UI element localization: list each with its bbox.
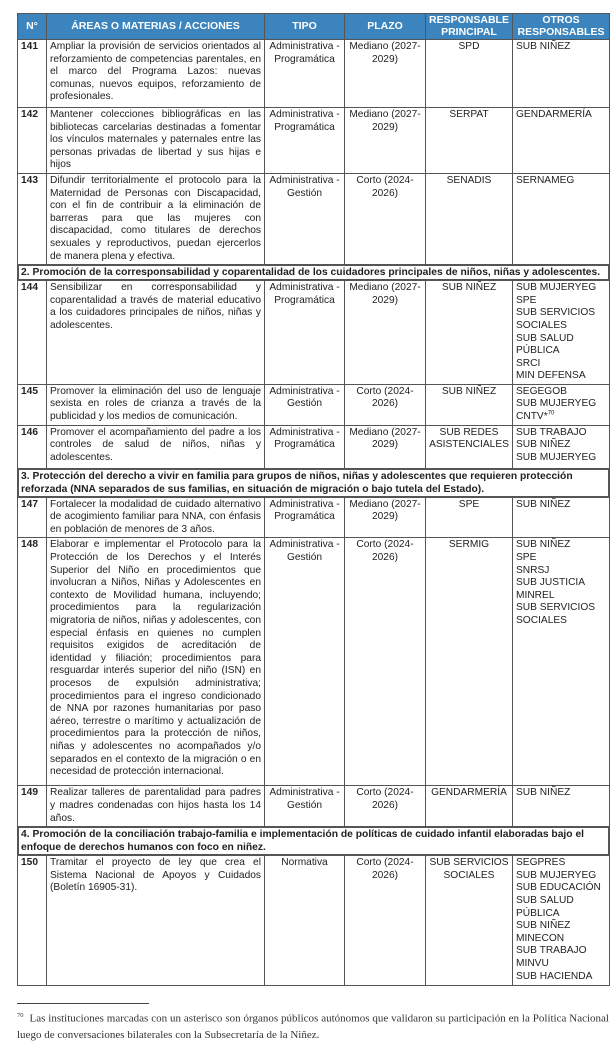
otros-item: SPE: [516, 294, 537, 306]
header-otros: OTROS RESPONSABLES: [513, 14, 610, 40]
otros-item: SUB MUJERYEG: [516, 282, 597, 294]
otros-item: SUB NIÑEZ: [516, 439, 571, 451]
row-responsable: SUB NIÑEZ: [426, 281, 513, 385]
table-row: [18, 497, 610, 538]
otros-item: SUB SALUD: [516, 895, 574, 906]
row-tipo: Administrativa - Gestión: [265, 173, 345, 264]
otros-item: SUB SERVICIOS: [516, 602, 596, 614]
otros-item: SUB SALUD: [516, 332, 574, 344]
otros-item: MINVU: [516, 957, 549, 969]
otros-item: CNTV*: [516, 411, 548, 423]
row-otros: [513, 786, 610, 827]
otros-item: SUB NIÑEZ: [516, 787, 571, 799]
table-row: [18, 425, 610, 468]
row-responsable: SUB SERVICIOS SOCIALES: [426, 856, 513, 986]
row-responsable: SENADIS: [426, 173, 513, 264]
row-otros: [513, 281, 610, 385]
row-plazo: Corto (2024-2026): [345, 856, 426, 986]
row-action: Promover la eliminación del uso de lenguaje sexista en roles de crianza a través de la publicidad y los medios de comunicación.: [47, 384, 265, 425]
row-tipo: Normativa: [265, 856, 345, 986]
otros-item: GENDARMERÍA: [516, 109, 592, 120]
row-number: 141: [18, 40, 47, 108]
row-action: Tramitar el proyecto de ley que crea el Sistema Nacional de Apoyos y Cuidados (Boletín 16905-31).: [47, 856, 265, 986]
row-plazo: Corto (2024-2026): [345, 538, 426, 786]
header-area: ÁREAS O MATERIAS / ACCIONES: [47, 14, 265, 40]
row-otros: [513, 497, 610, 538]
row-tipo: Administrativa - Gestión: [265, 538, 345, 786]
section-heading-4: 4. Promoción de la conciliación trabajo-familia e implementación de políticas de cuidado infantil elaboradas bajo el enfoque de derechos humanos con foco en niñez.: [18, 827, 610, 856]
footnote-text: Las instituciones marcadas con un asterisco son órganos públicos autónomos que validaron su participación en la Política Nacional luego de conversaciones bilaterales con la Subsecretaría de la Niñez.: [17, 1012, 609, 1041]
otros-item: SEGEGOB: [516, 385, 567, 397]
otros-item: SUB JUSTICIA: [516, 577, 586, 589]
table-row: [18, 786, 610, 827]
otros-item: SEGPRES: [516, 857, 566, 869]
otros-item: SRCI: [516, 357, 541, 369]
row-number: 142: [18, 108, 47, 174]
row-action: Fortalecer la modalidad de cuidado alternativo de acogimiento familiar para NNA, con énfasis en población de menores de 3 años.: [47, 497, 265, 538]
row-responsable: SERPAT: [426, 108, 513, 174]
table-row: [18, 856, 610, 986]
table-header-row: [18, 14, 610, 40]
row-action: Ampliar la provisión de servicios orientados al reforzamiento de competencias parentales, en el marco del Programa Lazos: nuevas comunas, nuevos equipos, reforzamiento de profesionales.: [47, 40, 265, 108]
footnote-mark: 70: [17, 1012, 24, 1019]
row-responsable: SPD: [426, 40, 513, 108]
otros-item: SOCIALES: [516, 615, 567, 626]
section-heading-2: 2. Promoción de la corresponsabilidad y coparentalidad de los cuidadores principales de niños, niñas y adolescentes.: [18, 265, 610, 281]
otros-item: SUB MUJERYEG: [516, 398, 597, 410]
row-plazo: Mediano (2027-2029): [345, 497, 426, 538]
row-tipo: Administrativa - Programática: [265, 108, 345, 174]
section-heading-row: [18, 827, 610, 856]
otros-item: SUB NIÑEZ: [516, 498, 571, 510]
footnote: [17, 1008, 609, 1043]
otros-item: PÚBLICA: [516, 345, 560, 357]
otros-item: MINREL: [516, 589, 555, 601]
row-action: Sensibilizar en corresponsabilidad y coparentalidad a través de material educativo a los cuidadores principales de niños, niñas y adolescentes.: [47, 281, 265, 385]
otros-item: SUB EDUCACIÓN: [516, 882, 601, 894]
row-action: Mantener colecciones bibliográficas en las bibliotecas carcelarias destinadas a fomentar los vínculos maternales y paternales entre las personas privadas de libertad y sus hijas e hijos: [47, 108, 265, 174]
otros-item: SUB MUJERYEG: [516, 869, 597, 881]
row-tipo: Administrativa - Gestión: [265, 786, 345, 827]
row-responsable: SUB NIÑEZ: [426, 384, 513, 425]
otros-item: SUB SERVICIOS: [516, 307, 596, 319]
row-number: 149: [18, 786, 47, 827]
header-responsable: RESPONSABLE PRINCIPAL: [426, 14, 513, 40]
row-responsable: GENDARMERÍA: [426, 786, 513, 827]
row-responsable: SERMIG: [426, 538, 513, 786]
section-heading-3: 3. Protección del derecho a vivir en familia para grupos de niños, niñas y adolescentes que requieren protección reforzada (NNA separados de sus familias, en situación de migración o bajo tutela del Estado).: [18, 468, 610, 497]
row-action: Elaborar e implementar el Protocolo para la Protección de los Derechos y el Interés Superior del Niño en procedimientos que involucran a Niños, Niñas y Adolescentes en contexto de Movilidad humana, incluyendo; procedimientos para la regularización migratoria de niños, niñas y adolescentes, con especial énfasis en quienes no cumplen requisitos exigidos de acreditación de identidad y filiación; procedimientos para resguardar interés superior del niño (ISN) en procesos de expulsión administrativa; procedimientos para el ingreso condicionado de NNA por razones humanitarias por paso aéreo, terrestre o marítimo y actualización de procedimientos para la protección de niños, niñas y adolescentes no acompañados y/o separados en el contexto de la migración o en necesidad de protección internacional.: [47, 538, 265, 786]
row-number: 145: [18, 384, 47, 425]
row-otros: [513, 425, 610, 468]
row-otros: [513, 173, 610, 264]
header-plazo: PLAZO: [345, 14, 426, 40]
row-plazo: Corto (2024-2026): [345, 786, 426, 827]
otros-item: SNRSJ: [516, 564, 550, 576]
otros-item: MINECON: [516, 932, 565, 944]
row-number: 144: [18, 281, 47, 385]
row-plazo: Corto (2024-2026): [345, 384, 426, 425]
row-responsable: SPE: [426, 497, 513, 538]
row-action: Difundir territorialmente el protocolo para la Maternidad de Personas con Discapacidad, con el fin de contribuir a la eliminación de barreras para que las mujeres con discapacidad, como titulares de derechos sexuales y reproductivos, puedan ejercerlos de manera plena y efectiva.: [47, 173, 265, 264]
row-action: Promover el acompañamiento del padre a los controles de salud de niños, niñas y adolescentes.: [47, 425, 265, 468]
row-plazo: Corto (2024-2026): [345, 173, 426, 264]
otros-item: SUB HACIENDA: [516, 970, 593, 982]
row-otros: [513, 384, 610, 425]
table-row: [18, 538, 610, 786]
table-row: [18, 281, 610, 385]
otros-item: SPE: [516, 552, 537, 564]
header-tipo: TIPO: [265, 14, 345, 40]
row-number: 147: [18, 497, 47, 538]
row-tipo: Administrativa - Programática: [265, 425, 345, 468]
row-tipo: Administrativa - Programática: [265, 40, 345, 108]
otros-item: SUB NIÑEZ: [516, 539, 571, 551]
table-row: [18, 108, 610, 174]
row-otros: [513, 40, 610, 108]
row-tipo: Administrativa - Gestión: [265, 384, 345, 425]
table-row: [18, 173, 610, 264]
otros-item: MIN DEFENSA: [516, 370, 586, 382]
otros-item: SUB TRABAJO: [516, 945, 587, 957]
actions-table: [17, 13, 610, 986]
row-tipo: Administrativa - Programática: [265, 497, 345, 538]
row-otros: [513, 538, 610, 786]
row-tipo: Administrativa - Programática: [265, 281, 345, 385]
row-number: 143: [18, 173, 47, 264]
row-plazo: Mediano (2027-2029): [345, 108, 426, 174]
otros-item: PÚBLICA: [516, 907, 560, 919]
row-plazo: Mediano (2027-2029): [345, 40, 426, 108]
table-row: [18, 384, 610, 425]
row-responsable: SUB REDES ASISTENCIALES: [426, 425, 513, 468]
row-plazo: Mediano (2027-2029): [345, 281, 426, 385]
otros-item: SUB TRABAJO: [516, 426, 587, 438]
row-number: 148: [18, 538, 47, 786]
otros-item: SUB NIÑEZ: [516, 41, 571, 52]
row-plazo: Mediano (2027-2029): [345, 425, 426, 468]
otros-item: SOCIALES: [516, 319, 567, 331]
row-number: 150: [18, 856, 47, 986]
footnote-divider: [17, 1003, 149, 1004]
row-otros: [513, 108, 610, 174]
otros-item: SUB MUJERYEG: [516, 451, 597, 463]
row-action: Realizar talleres de parentalidad para padres y madres condenadas con hijos hasta los 14 años.: [47, 786, 265, 827]
row-number: 146: [18, 425, 47, 468]
section-heading-row: [18, 468, 610, 497]
footnote-reference[interactable]: 70: [547, 410, 555, 417]
otros-item: SERNAMEG: [516, 174, 575, 186]
row-otros: [513, 856, 610, 986]
otros-item: SUB NIÑEZ: [516, 920, 571, 932]
section-heading-row: [18, 265, 610, 281]
otros-item-with-footnote: [516, 411, 606, 424]
header-num: N°: [18, 14, 47, 40]
table-row: [18, 40, 610, 108]
